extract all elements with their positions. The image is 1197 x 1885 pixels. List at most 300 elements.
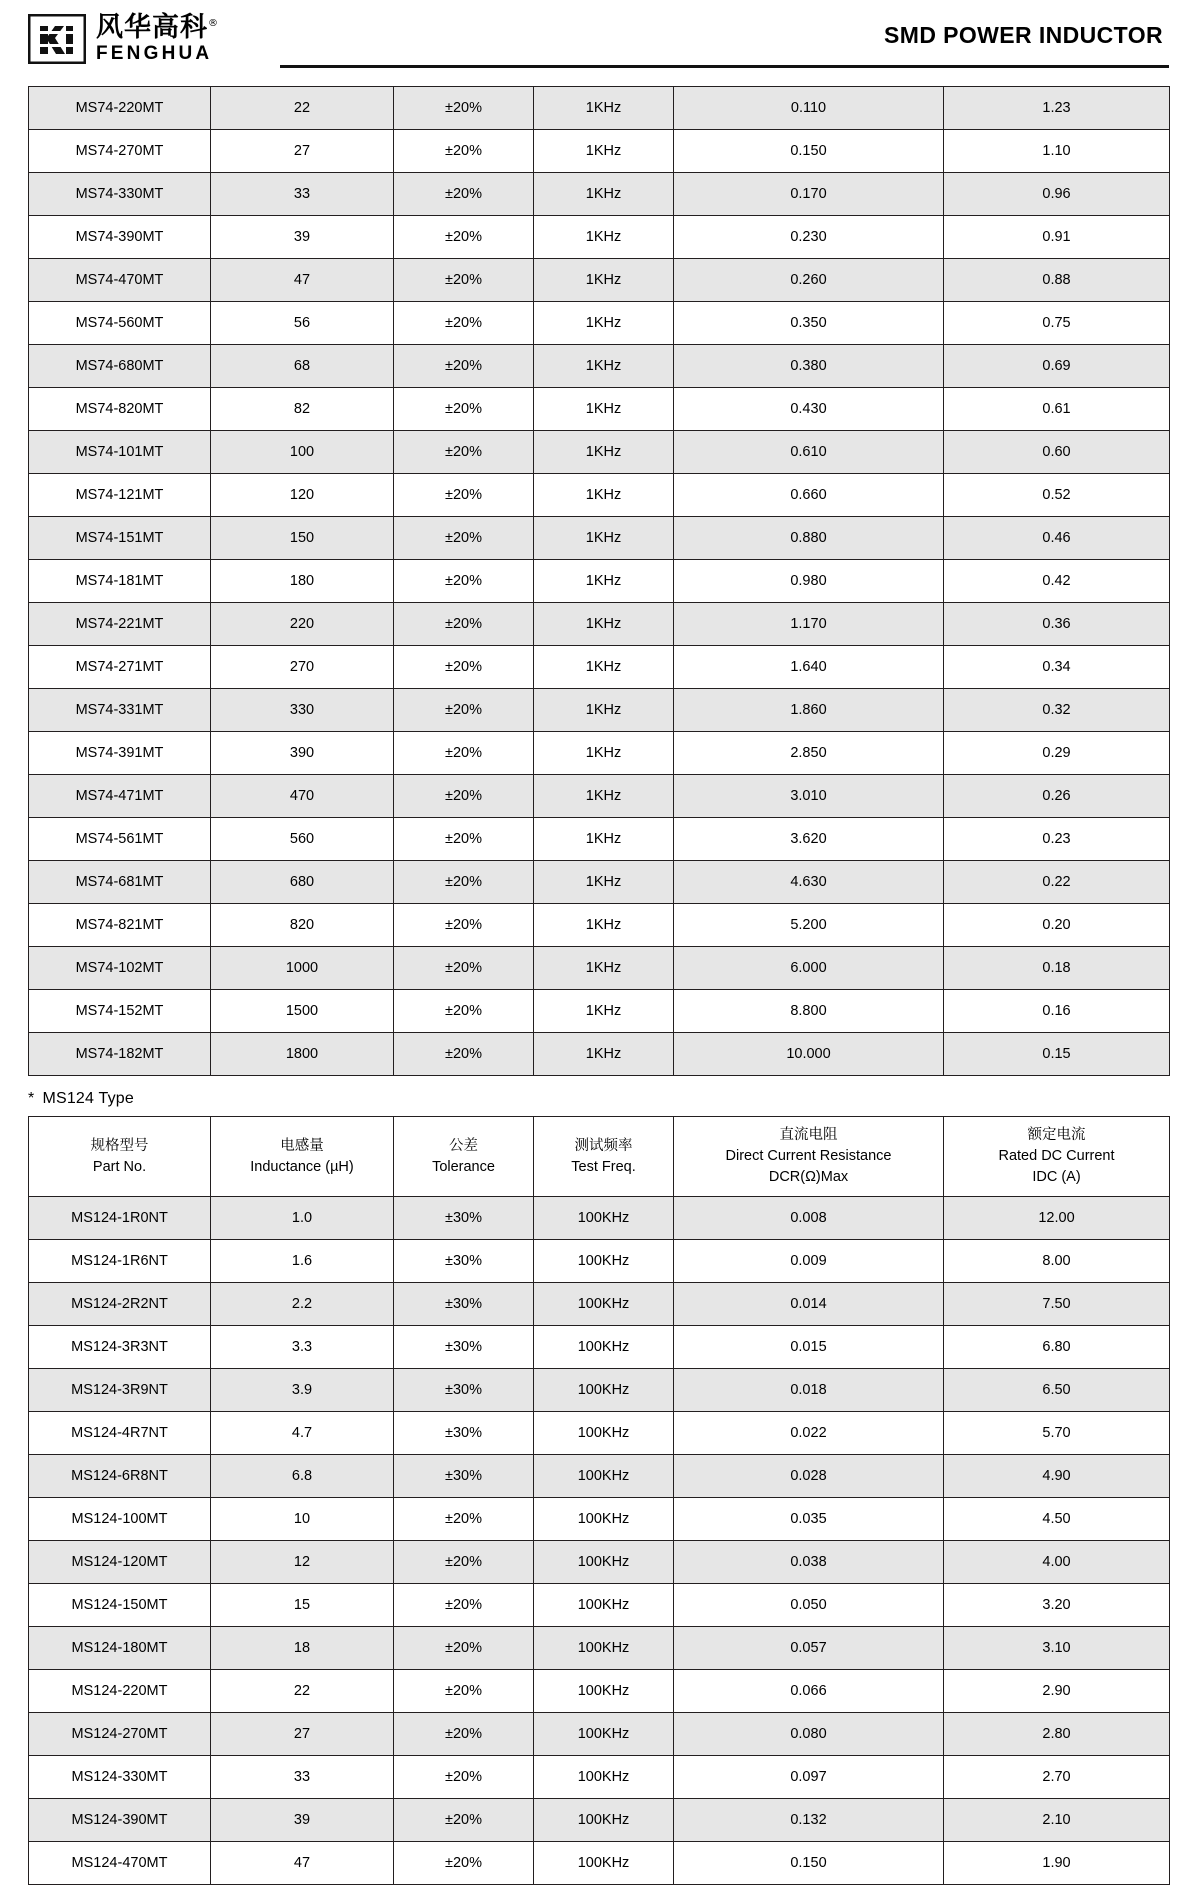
cell-part-no: MS124-3R3NT [29, 1326, 211, 1369]
cell-value: 0.32 [944, 689, 1170, 732]
logo-chinese-name: 风华高科® [96, 12, 219, 43]
cell-value: 100KHz [534, 1541, 674, 1584]
cell-value: 1KHz [534, 302, 674, 345]
table-row [29, 1197, 1170, 1240]
cell-part-no: MS74-821MT [29, 904, 211, 947]
table-row [29, 818, 1170, 861]
cell-value: 0.16 [944, 990, 1170, 1033]
column-header [674, 1117, 944, 1197]
cell-value: ±20% [394, 87, 534, 130]
table-row [29, 517, 1170, 560]
cell-value: 1KHz [534, 216, 674, 259]
cell-value: 560 [211, 818, 394, 861]
table-row [29, 216, 1170, 259]
cell-value: 470 [211, 775, 394, 818]
cell-value: 0.009 [674, 1240, 944, 1283]
cell-value: 1KHz [534, 173, 674, 216]
cell-value: 0.170 [674, 173, 944, 216]
column-header-en: Inductance (µH) [250, 1158, 354, 1175]
column-header-extra: IDC (A) [1032, 1169, 1081, 1186]
cell-value: 0.260 [674, 259, 944, 302]
cell-value: ±20% [394, 1799, 534, 1842]
table-row [29, 1713, 1170, 1756]
column-header-en: Rated DC Current [998, 1148, 1115, 1165]
cell-value: 1KHz [534, 388, 674, 431]
cell-part-no: MS124-3R9NT [29, 1369, 211, 1412]
cell-value: ±20% [394, 1541, 534, 1584]
column-header [211, 1117, 394, 1197]
cell-value: 18 [211, 1627, 394, 1670]
cell-part-no: MS74-152MT [29, 990, 211, 1033]
cell-value: 0.132 [674, 1799, 944, 1842]
table-row [29, 775, 1170, 818]
cell-part-no: MS124-180MT [29, 1627, 211, 1670]
cell-value: 0.29 [944, 732, 1170, 775]
cell-value: 100KHz [534, 1412, 674, 1455]
ms74-spec-table [28, 86, 1170, 1076]
cell-part-no: MS74-271MT [29, 646, 211, 689]
cell-value: 5.70 [944, 1412, 1170, 1455]
column-header-en: Direct Current Resistance [725, 1148, 892, 1165]
cell-value: 0.36 [944, 603, 1170, 646]
column-header-cn: 测试频率 [574, 1137, 633, 1154]
cell-value: 0.066 [674, 1670, 944, 1713]
cell-value: 22 [211, 87, 394, 130]
table-row [29, 302, 1170, 345]
cell-value: 33 [211, 1756, 394, 1799]
cell-value: 1.10 [944, 130, 1170, 173]
cell-value: 1KHz [534, 603, 674, 646]
cell-value: 6.8 [211, 1455, 394, 1498]
cell-value: 0.46 [944, 517, 1170, 560]
column-header-en: Tolerance [432, 1158, 495, 1175]
cell-value: ±20% [394, 732, 534, 775]
cell-value: 39 [211, 216, 394, 259]
cell-value: 27 [211, 1713, 394, 1756]
ms124-section-title: MS124 Type [42, 1090, 134, 1107]
cell-part-no: MS74-220MT [29, 87, 211, 130]
cell-value: ±20% [394, 603, 534, 646]
cell-value: 100KHz [534, 1369, 674, 1412]
cell-part-no: MS74-181MT [29, 560, 211, 603]
cell-value: 39 [211, 1799, 394, 1842]
cell-value: ±20% [394, 1584, 534, 1627]
table-row [29, 990, 1170, 1033]
cell-value: 390 [211, 732, 394, 775]
table-row [29, 1033, 1170, 1076]
cell-value: 120 [211, 474, 394, 517]
cell-value: 1KHz [534, 517, 674, 560]
cell-value: 1KHz [534, 818, 674, 861]
cell-value: 0.610 [674, 431, 944, 474]
cell-value: 1.90 [944, 1842, 1170, 1885]
cell-value: 0.008 [674, 1197, 944, 1240]
cell-value: 0.91 [944, 216, 1170, 259]
cell-value: 4.630 [674, 861, 944, 904]
table-row [29, 904, 1170, 947]
cell-value: 1500 [211, 990, 394, 1033]
cell-value: 0.18 [944, 947, 1170, 990]
cell-value: 0.96 [944, 173, 1170, 216]
cell-part-no: MS74-390MT [29, 216, 211, 259]
table-row [29, 646, 1170, 689]
cell-value: 0.150 [674, 130, 944, 173]
cell-value: 12 [211, 1541, 394, 1584]
cell-value: 1KHz [534, 861, 674, 904]
cell-value: 10.000 [674, 1033, 944, 1076]
ms74-table-body [29, 87, 1170, 1076]
cell-part-no: MS74-470MT [29, 259, 211, 302]
column-header [944, 1117, 1170, 1197]
table-row [29, 1584, 1170, 1627]
cell-part-no: MS124-1R0NT [29, 1197, 211, 1240]
cell-part-no: MS124-100MT [29, 1498, 211, 1541]
column-header-cn: 电感量 [280, 1137, 324, 1154]
cell-part-no: MS74-102MT [29, 947, 211, 990]
cell-value: 1KHz [534, 130, 674, 173]
column-header-en: Test Freq. [571, 1158, 636, 1175]
cell-value: 1KHz [534, 259, 674, 302]
cell-value: 0.52 [944, 474, 1170, 517]
cell-value: ±20% [394, 1670, 534, 1713]
column-header-extra: DCR(Ω)Max [768, 1169, 849, 1186]
cell-part-no: MS124-4R7NT [29, 1412, 211, 1455]
cell-value: ±20% [394, 646, 534, 689]
company-logo [28, 0, 219, 65]
ms124-spec-table [28, 1116, 1170, 1885]
cell-value: ±20% [394, 345, 534, 388]
cell-value: 7.50 [944, 1283, 1170, 1326]
ms124-header-row [29, 1117, 1170, 1197]
table-row [29, 130, 1170, 173]
cell-value: 1KHz [534, 775, 674, 818]
cell-value: 0.028 [674, 1455, 944, 1498]
table-row [29, 732, 1170, 775]
cell-part-no: MS124-220MT [29, 1670, 211, 1713]
cell-value: 1KHz [534, 345, 674, 388]
cell-value: 100KHz [534, 1240, 674, 1283]
cell-value: ±20% [394, 1498, 534, 1541]
cell-part-no: MS124-150MT [29, 1584, 211, 1627]
cell-value: 0.69 [944, 345, 1170, 388]
cell-value: 100KHz [534, 1326, 674, 1369]
cell-value: 100KHz [534, 1455, 674, 1498]
cell-value: 100KHz [534, 1197, 674, 1240]
cell-value: 0.75 [944, 302, 1170, 345]
cell-part-no: MS74-391MT [29, 732, 211, 775]
cell-value: ±20% [394, 560, 534, 603]
ms124-table-head [29, 1117, 1170, 1197]
cell-value: 0.150 [674, 1842, 944, 1885]
cell-value: 8.800 [674, 990, 944, 1033]
cell-value: ±20% [394, 173, 534, 216]
cell-value: ±20% [394, 947, 534, 990]
cell-value: ±20% [394, 1713, 534, 1756]
cell-part-no: MS74-182MT [29, 1033, 211, 1076]
column-header-cn: 规格型号 [90, 1137, 149, 1154]
cell-value: 0.350 [674, 302, 944, 345]
cell-value: ±20% [394, 1033, 534, 1076]
cell-value: 0.014 [674, 1283, 944, 1326]
cell-value: 3.3 [211, 1326, 394, 1369]
cell-value: 1.640 [674, 646, 944, 689]
cell-value: 0.110 [674, 87, 944, 130]
cell-value: 100 [211, 431, 394, 474]
table-row [29, 1799, 1170, 1842]
cell-value: 270 [211, 646, 394, 689]
cell-value: ±30% [394, 1455, 534, 1498]
cell-value: 0.22 [944, 861, 1170, 904]
cell-value: 0.230 [674, 216, 944, 259]
cell-value: 4.7 [211, 1412, 394, 1455]
cell-value: 100KHz [534, 1283, 674, 1326]
table-row [29, 388, 1170, 431]
cell-value: 0.23 [944, 818, 1170, 861]
cell-value: ±20% [394, 130, 534, 173]
cell-value: 0.057 [674, 1627, 944, 1670]
cell-value: 100KHz [534, 1799, 674, 1842]
cell-value: 2.70 [944, 1756, 1170, 1799]
cell-value: 0.61 [944, 388, 1170, 431]
cell-value: ±20% [394, 1842, 534, 1885]
cell-value: 2.90 [944, 1670, 1170, 1713]
cell-value: ±30% [394, 1412, 534, 1455]
cell-part-no: MS74-471MT [29, 775, 211, 818]
cell-part-no: MS124-330MT [29, 1756, 211, 1799]
cell-value: 1.23 [944, 87, 1170, 130]
table-row [29, 1240, 1170, 1283]
table-row [29, 1412, 1170, 1455]
column-header-cn: 直流电阻 [779, 1127, 838, 1143]
cell-value: 5.200 [674, 904, 944, 947]
cell-value: 2.10 [944, 1799, 1170, 1842]
table-row [29, 947, 1170, 990]
fenghua-logo-icon [28, 14, 86, 64]
cell-value: 220 [211, 603, 394, 646]
table-row [29, 1670, 1170, 1713]
cell-value: 4.50 [944, 1498, 1170, 1541]
cell-value: 0.038 [674, 1541, 944, 1584]
cell-value: 0.050 [674, 1584, 944, 1627]
cell-value: 4.00 [944, 1541, 1170, 1584]
cell-value: 47 [211, 259, 394, 302]
logo-english-name: FENGHUA [96, 43, 213, 65]
cell-value: 1000 [211, 947, 394, 990]
cell-value: 1KHz [534, 732, 674, 775]
cell-value: 33 [211, 173, 394, 216]
cell-value: 100KHz [534, 1756, 674, 1799]
column-header-en: Part No. [92, 1158, 147, 1175]
cell-part-no: MS124-120MT [29, 1541, 211, 1584]
cell-value: ±20% [394, 990, 534, 1033]
cell-value: 6.000 [674, 947, 944, 990]
cell-value: ±30% [394, 1197, 534, 1240]
cell-value: 1KHz [534, 560, 674, 603]
bullet-star-icon: * [28, 1090, 35, 1107]
cell-value: 6.50 [944, 1369, 1170, 1412]
ms124-section-label [0, 1076, 1197, 1116]
cell-value: ±20% [394, 818, 534, 861]
cell-value: 0.88 [944, 259, 1170, 302]
cell-value: ±20% [394, 431, 534, 474]
cell-value: 100KHz [534, 1627, 674, 1670]
table-row [29, 345, 1170, 388]
cell-value: 8.00 [944, 1240, 1170, 1283]
cell-value: 1KHz [534, 947, 674, 990]
table-row [29, 689, 1170, 732]
cell-value: 56 [211, 302, 394, 345]
table-row [29, 259, 1170, 302]
cell-value: 0.15 [944, 1033, 1170, 1076]
cell-part-no: MS74-820MT [29, 388, 211, 431]
cell-value: 0.097 [674, 1756, 944, 1799]
cell-value: ±20% [394, 689, 534, 732]
cell-value: 820 [211, 904, 394, 947]
ms124-table-wrapper [0, 1116, 1197, 1885]
cell-value: 1.860 [674, 689, 944, 732]
cell-value: 6.80 [944, 1326, 1170, 1369]
cell-value: ±20% [394, 904, 534, 947]
column-header [29, 1117, 211, 1197]
cell-value: ±20% [394, 861, 534, 904]
page-title: SMD POWER INDUCTOR [884, 22, 1163, 48]
page-header [0, 0, 1197, 86]
table-row [29, 474, 1170, 517]
cell-part-no: MS74-121MT [29, 474, 211, 517]
cell-value: 0.430 [674, 388, 944, 431]
column-header [394, 1117, 534, 1197]
cell-part-no: MS74-221MT [29, 603, 211, 646]
cell-value: 22 [211, 1670, 394, 1713]
cell-value: 3.9 [211, 1369, 394, 1412]
cell-part-no: MS74-270MT [29, 130, 211, 173]
cell-value: 0.980 [674, 560, 944, 603]
cell-part-no: MS74-330MT [29, 173, 211, 216]
cell-part-no: MS124-270MT [29, 1713, 211, 1756]
cell-value: ±30% [394, 1369, 534, 1412]
cell-value: 15 [211, 1584, 394, 1627]
table-row [29, 1541, 1170, 1584]
table-row [29, 603, 1170, 646]
table-row [29, 1498, 1170, 1541]
cell-value: 1KHz [534, 646, 674, 689]
cell-value: 68 [211, 345, 394, 388]
cell-value: 82 [211, 388, 394, 431]
cell-value: 1KHz [534, 1033, 674, 1076]
cell-part-no: MS74-151MT [29, 517, 211, 560]
cell-value: ±30% [394, 1283, 534, 1326]
cell-value: ±30% [394, 1240, 534, 1283]
cell-value: 1KHz [534, 689, 674, 732]
cell-value: 3.010 [674, 775, 944, 818]
cell-value: 2.850 [674, 732, 944, 775]
ms124-table-body [29, 1197, 1170, 1885]
cell-value: ±20% [394, 216, 534, 259]
cell-value: 100KHz [534, 1584, 674, 1627]
cell-value: 0.015 [674, 1326, 944, 1369]
table-row [29, 431, 1170, 474]
cell-part-no: MS74-680MT [29, 345, 211, 388]
cell-value: ±20% [394, 1627, 534, 1670]
cell-value: 2.80 [944, 1713, 1170, 1756]
cell-value: 1.6 [211, 1240, 394, 1283]
cell-value: 330 [211, 689, 394, 732]
column-header [534, 1117, 674, 1197]
cell-value: 27 [211, 130, 394, 173]
cell-value: 100KHz [534, 1713, 674, 1756]
table-row [29, 1756, 1170, 1799]
cell-value: 12.00 [944, 1197, 1170, 1240]
cell-value: 3.10 [944, 1627, 1170, 1670]
cell-value: 0.26 [944, 775, 1170, 818]
cell-value: ±30% [394, 1326, 534, 1369]
cell-value: 0.60 [944, 431, 1170, 474]
cell-value: 3.620 [674, 818, 944, 861]
table-row [29, 173, 1170, 216]
cell-value: 10 [211, 1498, 394, 1541]
cell-value: 680 [211, 861, 394, 904]
cell-value: 0.018 [674, 1369, 944, 1412]
cell-value: ±20% [394, 388, 534, 431]
cell-part-no: MS124-470MT [29, 1842, 211, 1885]
cell-value: 1.170 [674, 603, 944, 646]
table-row [29, 1369, 1170, 1412]
cell-value: ±20% [394, 259, 534, 302]
cell-value: 0.20 [944, 904, 1170, 947]
cell-value: 1KHz [534, 87, 674, 130]
cell-part-no: MS124-1R6NT [29, 1240, 211, 1283]
table-row [29, 1283, 1170, 1326]
cell-value: ±20% [394, 517, 534, 560]
table-row [29, 1627, 1170, 1670]
table-row [29, 1455, 1170, 1498]
table-row [29, 1842, 1170, 1885]
cell-part-no: MS124-2R2NT [29, 1283, 211, 1326]
cell-value: 0.080 [674, 1713, 944, 1756]
cell-part-no: MS74-331MT [29, 689, 211, 732]
column-header-cn: 公差 [449, 1137, 478, 1154]
cell-part-no: MS74-560MT [29, 302, 211, 345]
cell-value: 0.380 [674, 345, 944, 388]
table-row [29, 1326, 1170, 1369]
cell-value: 100KHz [534, 1498, 674, 1541]
table-row [29, 87, 1170, 130]
cell-value: 4.90 [944, 1455, 1170, 1498]
cell-value: 1800 [211, 1033, 394, 1076]
cell-value: 0.34 [944, 646, 1170, 689]
cell-value: 1KHz [534, 990, 674, 1033]
cell-value: 180 [211, 560, 394, 603]
registered-mark: ® [208, 18, 219, 29]
cell-value: 3.20 [944, 1584, 1170, 1627]
cell-value: ±20% [394, 302, 534, 345]
cell-value: 47 [211, 1842, 394, 1885]
cell-value: 0.035 [674, 1498, 944, 1541]
cell-part-no: MS74-101MT [29, 431, 211, 474]
cell-value: 2.2 [211, 1283, 394, 1326]
cell-part-no: MS124-390MT [29, 1799, 211, 1842]
cell-value: ±20% [394, 474, 534, 517]
ms74-table-wrapper [0, 86, 1197, 1076]
cell-part-no: MS74-561MT [29, 818, 211, 861]
cell-value: 100KHz [534, 1842, 674, 1885]
cell-value: 1KHz [534, 431, 674, 474]
cell-value: 0.880 [674, 517, 944, 560]
cell-value: ±20% [394, 775, 534, 818]
cell-value: 0.660 [674, 474, 944, 517]
cell-value: 1KHz [534, 904, 674, 947]
table-row [29, 560, 1170, 603]
